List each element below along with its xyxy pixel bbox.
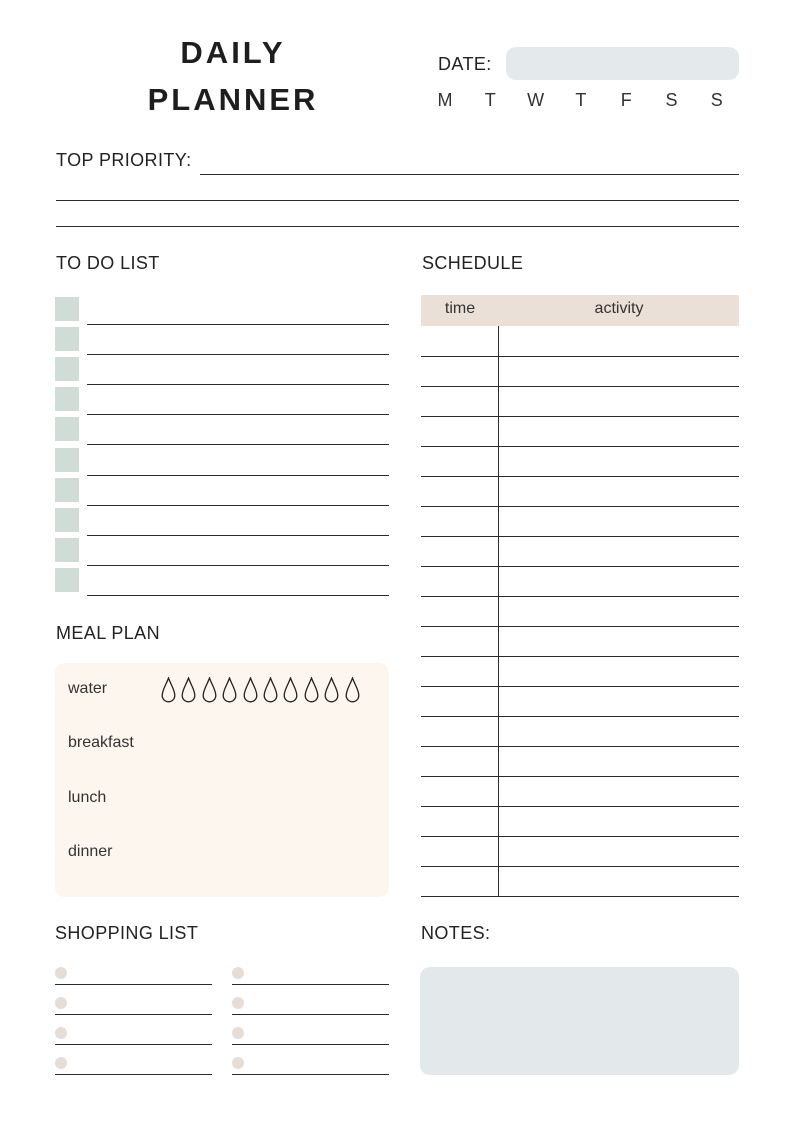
meal-label-lunch: lunch xyxy=(68,788,107,806)
water-drop-icon[interactable] xyxy=(304,677,319,703)
shopping-item-line[interactable] xyxy=(55,984,212,985)
todo-checkbox[interactable] xyxy=(55,538,79,562)
todo-checkbox[interactable] xyxy=(55,297,79,321)
todo-line[interactable] xyxy=(87,324,389,325)
shopping-list-title: SHOPPING LIST xyxy=(55,923,199,943)
todo-checkbox[interactable] xyxy=(55,357,79,381)
date-label: DATE: xyxy=(438,54,492,74)
top-priority-line-2[interactable] xyxy=(56,200,739,201)
shopping-item-line[interactable] xyxy=(232,1014,389,1015)
notes-box[interactable] xyxy=(420,967,739,1075)
shopping-bullet xyxy=(55,1057,67,1069)
weekday-6[interactable]: S xyxy=(710,90,723,110)
water-drop-icon[interactable] xyxy=(243,677,258,703)
todo-line[interactable] xyxy=(87,505,389,506)
shopping-item-line[interactable] xyxy=(232,1074,389,1075)
schedule-divider xyxy=(498,326,499,897)
schedule-row[interactable] xyxy=(421,356,739,357)
shopping-bullet xyxy=(232,997,244,1009)
shopping-item-line[interactable] xyxy=(55,1074,212,1075)
todo-checkbox[interactable] xyxy=(55,568,79,592)
shopping-bullet xyxy=(232,1027,244,1039)
weekday-2[interactable]: W xyxy=(527,90,545,110)
todo-line[interactable] xyxy=(87,535,389,536)
todo-checkbox[interactable] xyxy=(55,448,79,472)
shopping-bullet xyxy=(55,1027,67,1039)
schedule-time-header: time xyxy=(444,300,476,317)
todo-line[interactable] xyxy=(87,565,389,566)
weekday-5[interactable]: S xyxy=(665,90,678,110)
water-drop-icon[interactable] xyxy=(181,677,196,703)
shopping-item-line[interactable] xyxy=(55,1044,212,1045)
shopping-bullet xyxy=(232,967,244,979)
top-priority-line-1[interactable] xyxy=(200,174,739,175)
schedule-row[interactable] xyxy=(421,566,739,567)
weekday-4[interactable]: F xyxy=(620,90,632,110)
shopping-bullet xyxy=(232,1057,244,1069)
todo-title: TO DO LIST xyxy=(56,253,160,273)
todo-line[interactable] xyxy=(87,595,389,596)
schedule-row[interactable] xyxy=(421,506,739,507)
page-title-line-1: DAILY xyxy=(180,35,286,70)
date-field[interactable] xyxy=(506,47,739,80)
todo-checkbox[interactable] xyxy=(55,417,79,441)
schedule-row[interactable] xyxy=(421,536,739,537)
schedule-title: SCHEDULE xyxy=(422,253,524,273)
todo-checkbox[interactable] xyxy=(55,327,79,351)
schedule-row[interactable] xyxy=(421,716,739,717)
top-priority-line-3[interactable] xyxy=(56,226,739,227)
schedule-row[interactable] xyxy=(421,866,739,867)
schedule-row[interactable] xyxy=(421,416,739,417)
todo-checkbox[interactable] xyxy=(55,508,79,532)
shopping-bullet xyxy=(55,967,67,979)
todo-checkbox[interactable] xyxy=(55,478,79,502)
schedule-row[interactable] xyxy=(421,836,739,837)
shopping-item-line[interactable] xyxy=(232,1044,389,1045)
water-drop-icon[interactable] xyxy=(345,677,360,703)
meal-plan-title: MEAL PLAN xyxy=(56,623,160,643)
water-drop-icon[interactable] xyxy=(324,677,339,703)
todo-line[interactable] xyxy=(87,354,389,355)
todo-line[interactable] xyxy=(87,475,389,476)
schedule-activity-header: activity xyxy=(594,300,644,317)
schedule-row[interactable] xyxy=(421,656,739,657)
schedule-row[interactable] xyxy=(421,776,739,777)
shopping-item-line[interactable] xyxy=(232,984,389,985)
schedule-row[interactable] xyxy=(421,476,739,477)
schedule-row[interactable] xyxy=(421,686,739,687)
water-label: water xyxy=(68,680,108,697)
page-title-line-2: PLANNER xyxy=(147,82,319,117)
schedule-row[interactable] xyxy=(421,746,739,747)
schedule-row[interactable] xyxy=(421,446,739,447)
meal-label-dinner: dinner xyxy=(68,843,113,861)
water-drop-icon[interactable] xyxy=(161,677,176,703)
notes-title: NOTES: xyxy=(421,923,491,943)
meal-label-breakfast: breakfast xyxy=(68,734,134,751)
schedule-row[interactable] xyxy=(421,386,739,387)
top-priority-label: TOP PRIORITY: xyxy=(56,150,192,170)
schedule-row[interactable] xyxy=(421,806,739,807)
todo-checkbox[interactable] xyxy=(55,387,79,411)
weekday-3[interactable]: T xyxy=(575,90,587,110)
schedule-row[interactable] xyxy=(421,626,739,627)
schedule-row[interactable] xyxy=(421,596,739,597)
weekday-1[interactable]: T xyxy=(484,90,496,110)
todo-line[interactable] xyxy=(87,444,389,445)
water-drop-icon[interactable] xyxy=(263,677,278,703)
water-drop-icon[interactable] xyxy=(222,677,237,703)
shopping-item-line[interactable] xyxy=(55,1014,212,1015)
water-drop-icon[interactable] xyxy=(283,677,298,703)
todo-line[interactable] xyxy=(87,414,389,415)
shopping-bullet xyxy=(55,997,67,1009)
schedule-row[interactable] xyxy=(421,896,739,897)
water-drop-icon[interactable] xyxy=(202,677,217,703)
weekday-0[interactable]: M xyxy=(437,90,453,110)
todo-line[interactable] xyxy=(87,384,389,385)
